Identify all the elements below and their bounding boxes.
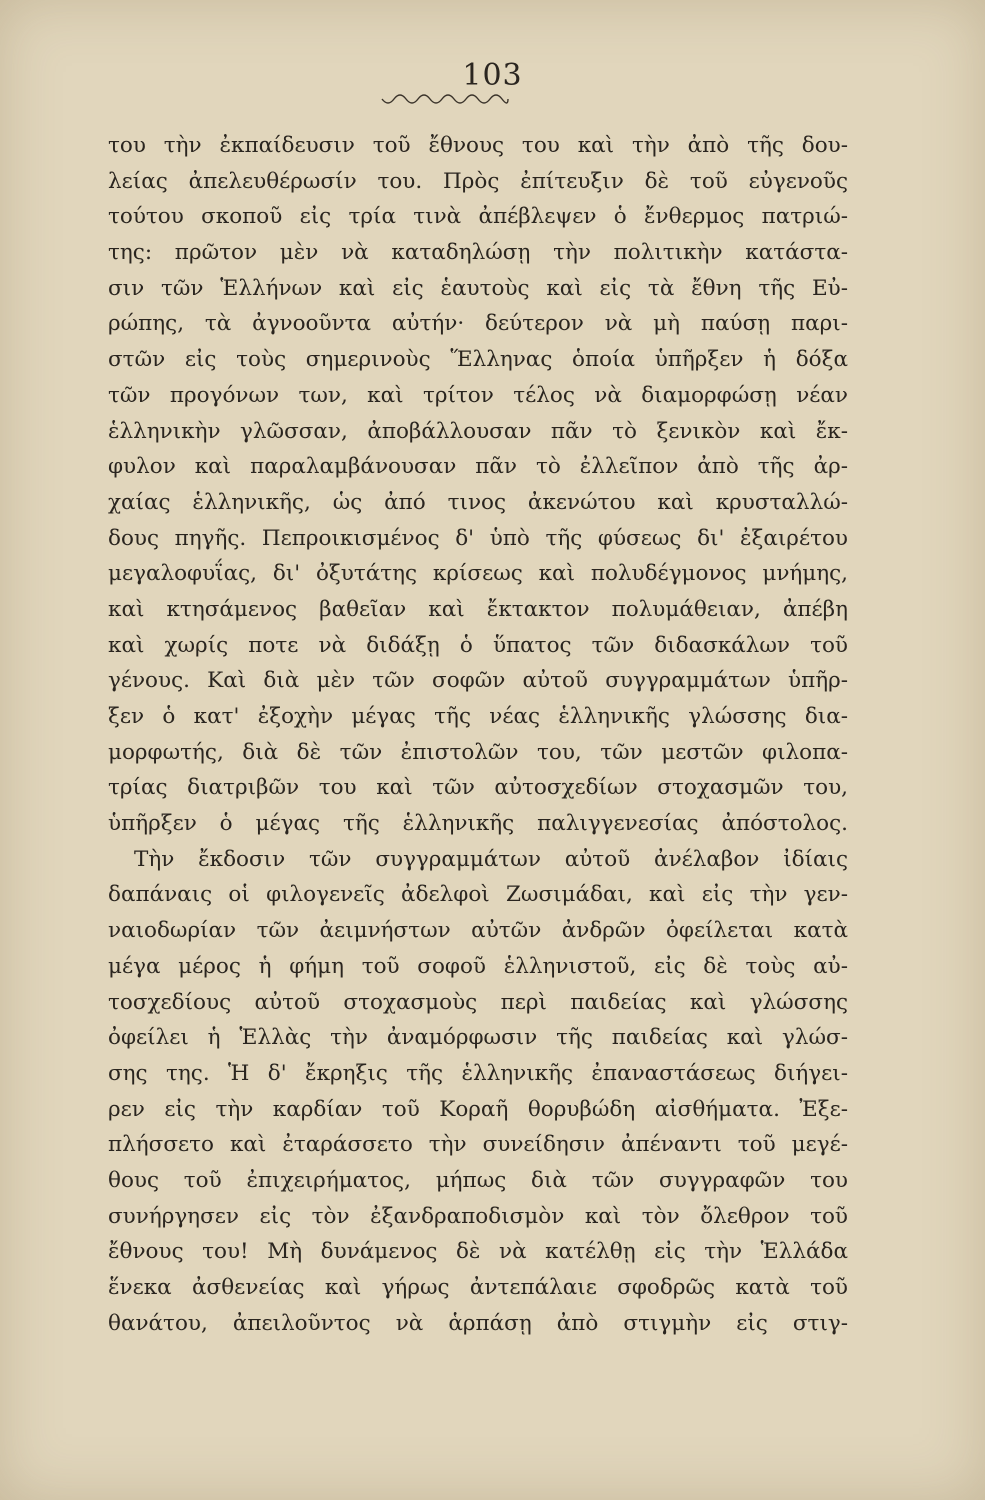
text-line: θους τοῦ ἐπιχειρήματος, μήπως διὰ τῶν συγγραφῶν του — [108, 1167, 848, 1193]
text-line: της: πρῶτον μὲν νὰ καταδηλώσῃ τὴν πολιτικὴν κατάστα- — [108, 240, 848, 266]
text-line: χαίας ἑλληνικῆς, ὡς ἀπό τινος ἀκενώτου καὶ κρυσταλλώ- — [108, 489, 848, 515]
text-line: τρίας διατριβῶν του καὶ τῶν αὐτοσχεδίων στοχασμῶν του, — [108, 775, 848, 801]
text-line: μέγα μέρος ἡ φήμη τοῦ σοφοῦ ἑλληνιστοῦ, εἰς δὲ τοὺς αὐ- — [108, 953, 848, 979]
text-line: Τὴν ἔκδοσιν τῶν συγγραμμάτων αὐτοῦ ἀνέλαβον ἰδίαις — [134, 846, 848, 872]
text-line: τοσχεδίους αὐτοῦ στοχασμοὺς περὶ παιδείας καὶ γλώσσης — [108, 989, 848, 1015]
text-line: συνήργησεν εἰς τὸν ἐξανδραποδισμὸν καὶ τὸν ὄλεθρον τοῦ — [108, 1203, 848, 1229]
body-text — [108, 128, 848, 1341]
text-line: στῶν εἰς τοὺς σημερινοὺς Ἕλληνας ὁποία ὑπῆρξεν ἡ δόξα — [108, 347, 848, 373]
text-line: θανάτου, ἀπειλοῦντος νὰ ἁρπάσῃ ἀπὸ στιγμὴν εἰς στιγ- — [108, 1310, 848, 1336]
text-line: ἑλληνικὴν γλῶσσαν, ἀποβάλλουσαν πᾶν τὸ ξενικὸν καὶ ἔκ- — [108, 418, 848, 444]
text-line: γένους. Καὶ διὰ μὲν τῶν σοφῶν αὐτοῦ συγγραμμάτων ὑπῆρ- — [108, 668, 848, 694]
text-line: λείας ἀπελευθέρωσίν του. Πρὸς ἐπίτευξιν δὲ τοῦ εὐγενοῦς — [108, 168, 848, 194]
text-line: σιν τῶν Ἑλλήνων καὶ εἰς ἑαυτοὺς καὶ εἰς τὰ ἔθνη τῆς Εὐ- — [108, 275, 848, 301]
text-line: του τὴν ἐκπαίδευσιν τοῦ ἔθνους του καὶ τὴν ἀπὸ τῆς δου- — [108, 133, 848, 158]
text-line: ὀφείλει ἡ Ἑλλὰς τὴν ἀναμόρφωσιν τῆς παιδείας καὶ γλώσ- — [108, 1025, 848, 1051]
text-line: μεγαλοφυΐας, δι' ὀξυτάτης κρίσεως καὶ πολυδέγμονος μνήμης, — [108, 561, 848, 587]
text-line: ἔθνους του! Μὴ δυνάμενος δὲ νὰ κατέλθῃ εἰς τὴν Ἑλλάδα — [108, 1239, 848, 1265]
text-line: πλήσσετο καὶ ἐταράσσετο τὴν συνείδησιν ἀπέναντι τοῦ μεγέ- — [108, 1132, 848, 1158]
page-number: 103 — [462, 58, 523, 93]
text-line: δαπάναις οἱ φιλογενεῖς ἀδελφοὶ Ζωσιμάδαι, καὶ εἰς τὴν γεν- — [108, 882, 848, 908]
text-line: ναιοδωρίαν τῶν ἀειμνήστων αὐτῶν ἀνδρῶν ὀφείλεται κατὰ — [108, 918, 848, 944]
text-line: ἕνεκα ἀσθενείας καὶ γήρως ἀντεπάλαιε σφοδρῶς κατὰ τοῦ — [108, 1275, 848, 1300]
text-line: ξεν ὁ κατ' ἐξοχὴν μέγας τῆς νέας ἑλληνικῆς γλώσσης δια- — [108, 704, 848, 729]
wavy-rule-ornament — [380, 94, 510, 108]
text-line: δους πηγῆς. Πεπροικισμένος δ' ὑπὸ τῆς φύσεως δι' ἐξαιρέτου — [108, 525, 848, 551]
text-line: ὑπῆρξεν ὁ μέγας τῆς ἑλληνικῆς παλιγγενεσίας ἀπόστολος. — [108, 811, 848, 837]
text-line: φυλον καὶ παραλαμβάνουσαν πᾶν τὸ ἐλλεῖπον ἀπὸ τῆς ἀρ- — [108, 454, 848, 480]
text-line: τῶν προγόνων των, καὶ τρίτον τέλος νὰ διαμορφώσῃ νέαν — [108, 382, 848, 408]
text-line: ρώπης, τὰ ἀγνοοῦντα αὐτήν· δεύτερον νὰ μὴ παύσῃ παρι- — [108, 311, 848, 337]
text-line: μορφωτής, διὰ δὲ τῶν ἐπιστολῶν του, τῶν μεστῶν φιλοπα- — [108, 739, 848, 765]
text-line: καὶ χωρίς ποτε νὰ διδάξῃ ὁ ὕπατος τῶν διδασκάλων τοῦ — [108, 632, 848, 658]
text-line: σης της. Ἡ δ' ἔκρηξις τῆς ἑλληνικῆς ἐπαναστάσεως διήγει- — [108, 1060, 848, 1086]
text-line: ρεν εἰς τὴν καρδίαν τοῦ Κοραῆ θορυβώδη αἰσθήματα. Ἐξε- — [108, 1096, 848, 1122]
text-line: καὶ κτησάμενος βαθεῖαν καὶ ἔκτακτον πολυμάθειαν, ἀπέβη — [108, 596, 848, 622]
text-line: τούτου σκοποῦ εἰς τρία τινὰ ἀπέβλεψεν ὁ ἔνθερμος πατριώ- — [108, 204, 848, 230]
